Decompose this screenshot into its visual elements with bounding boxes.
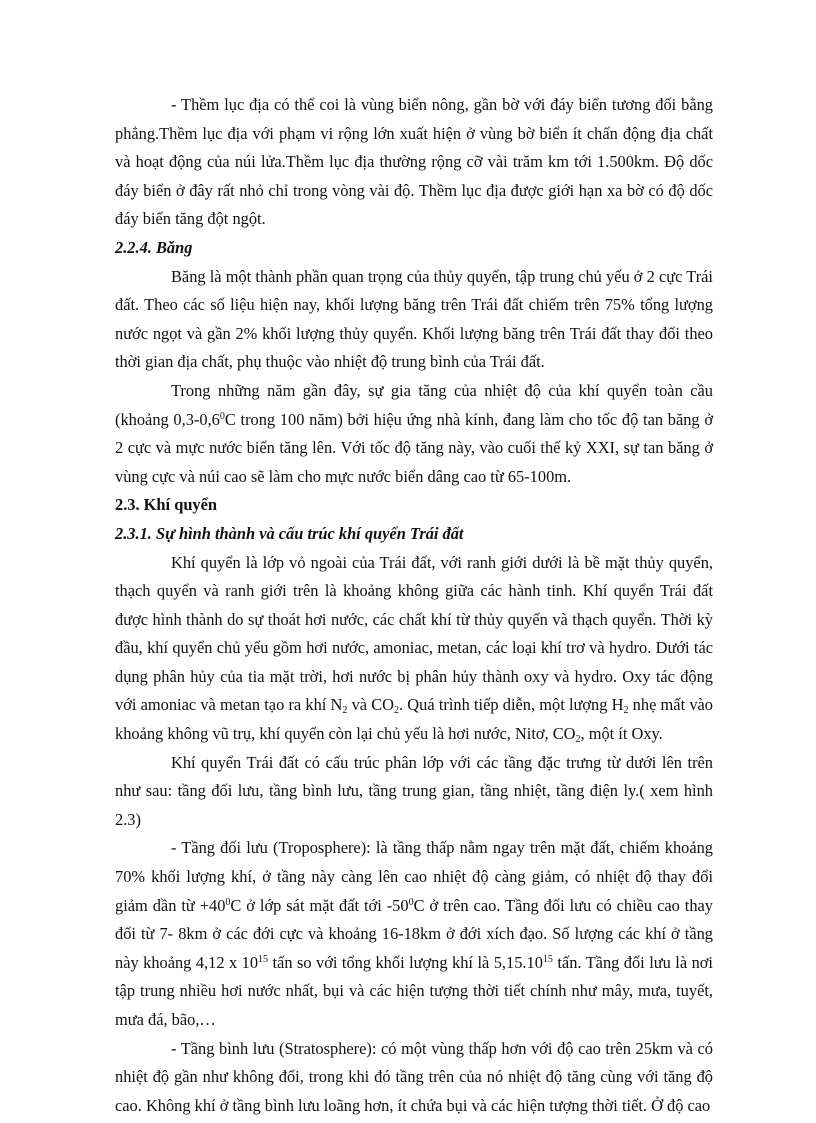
paragraph-ice-melting: [115, 377, 713, 491]
superscript-exponent: 15: [258, 953, 269, 965]
text-run: - Tầng đối lưu (Troposphere): là tầng thấp nằm ngay trên mặt đất, chiếm khoảng 70% khối lượng khí, ở tầng này càng lên cao nhiệt độ càng giảm, có nhiệt độ thay đổi giảm dần từ +40: [115, 838, 713, 915]
text-run: C trong 100 năm) bởi hiệu ứng nhà kính, đang làm cho tốc độ tan băng ở 2 cực và mực nước biển tăng lên. Với tốc độ tăng này, vào cuối thế kỷ XXI, sự tan băng ở vùng cực và núi cao sẽ làm cho mực nước biển dâng cao từ 65-100m.: [115, 409, 713, 486]
subscript: 2: [394, 705, 400, 717]
superscript-exponent: 15: [542, 953, 553, 965]
text-run: tấn. Tầng đối lưu là nơi tập trung nhiều hơi nước nhất, bụi và các hiện tượng thời tiết chính như mây, mưa, tuyết, mưa đá, bão,…: [115, 952, 713, 1029]
paragraph-troposphere: [115, 834, 713, 1034]
superscript-degree: 0: [225, 896, 231, 908]
paragraph-stratosphere: - Tầng bình lưu (Stratosphere): có một vùng thấp hơn với độ cao trên 25km và có nhiệt độ gần như không đổi, trong khi đó tầng trên của nó nhiệt độ tăng cùng với tăng độ cao. Không khí ở tầng bình lưu loãng hơn, ít chứa bụi và các hiện tượng thời tiết. Ở độ cao: [115, 1038, 713, 1115]
paragraph-continental-shelf: - Thềm lục địa có thể coi là vùng biển nông, gần bờ với đáy biển tương đối bằng phẳng.Thềm lục địa với phạm vi rộng lớn xuất hiện ở vùng bờ biển ít chấn động địa chất và hoạt động của núi lửa.Thềm lục địa thường rộng cỡ vài trăm km tới 1.500km. Độ dốc đáy biển ở đây rất nhỏ chỉ trong vòng vài độ. Thềm lục địa được giới hạn xa bờ có độ dốc đáy biển tăng đột ngột.: [115, 95, 713, 229]
subscript: 2: [575, 734, 581, 746]
subscript: 2: [342, 705, 348, 717]
paragraph-atmosphere-formation: [115, 549, 713, 749]
heading-2-3-1: 2.3.1. Sự hình thành và cấu trúc khí quyển Trái đất: [115, 523, 464, 543]
text-run: C ở trên cao. Tầng đối lưu có chiều cao thay đổi từ 7- 8km ở các đới cực và khoảng 16-18km ở đới xích đạo. Số lượng các khí ở tầng này khoảng 4,12 x 10: [115, 895, 713, 972]
text-run: nhẹ mất vào khoảng không vũ trụ, khí quyển còn lại chủ yếu là hơi nước, Nitơ, CO: [115, 695, 713, 744]
text-run: C ở lớp sát mặt đất tới -50: [230, 895, 409, 915]
paragraph-ice: Băng là một thành phần quan trọng của thủy quyển, tập trung chủ yếu ở 2 cực Trái đất. Theo các số liệu hiện nay, khối lượng băng trên Trái đất chiếm trên 75% tổng lượng nước ngọt và gần 2% khối lượng thủy quyển. Khối lượng băng trên Trái đất thay đổi theo thời gian địa chất, phụ thuộc vào nhiệt độ trung bình của Trái đất.: [115, 266, 713, 372]
text-run: tấn so với tổng khối lượng khí là 5,15.10: [268, 952, 543, 972]
superscript-degree: 0: [408, 896, 414, 908]
text-run: và CO: [347, 695, 395, 715]
text-run: Khí quyển là lớp vỏ ngoài của Trái đất, với ranh giới dưới là bề mặt thủy quyển, thạch quyển và ranh giới trên là khoảng không giữa các hành tinh. Khí quyển Trái đất được hình thành do sự thoát hơi nước, các chất khí từ thủy quyển và thạch quyển. Thời kỳ đầu, khí quyển chủ yếu gồm hơi nước, amoniac, metan, các loại khí trơ và hydro. Dưới tác dụng phân hủy của tia mặt trời, hơi nước bị phân hủy thành oxy và hydro. Oxy tác động với amoniac và metan tạo ra khí N: [115, 552, 713, 715]
superscript-degree: 0: [219, 410, 225, 422]
text-run: Trong những năm gần đây, sự gia tăng của nhiệt độ của khí quyển toàn cầu (khoảng 0,3-0,6: [115, 380, 713, 429]
text-run: , một ít Oxy.: [580, 724, 663, 744]
text-run: . Quá trình tiếp diễn, một lượng H: [399, 695, 624, 715]
subscript: 2: [623, 705, 629, 717]
document-page: [115, 91, 713, 1120]
heading-2-3: 2.3. Khí quyển: [115, 495, 218, 515]
paragraph-atmosphere-layers: Khí quyển Trái đất có cấu trúc phân lớp với các tầng đặc trưng từ dưới lên trên như sau: tầng đối lưu, tầng bình lưu, tầng trung gian, tầng nhiệt, tầng điện ly.( xem hình 2.3): [115, 752, 713, 829]
heading-2-2-4: 2.2.4. Băng: [115, 237, 193, 257]
